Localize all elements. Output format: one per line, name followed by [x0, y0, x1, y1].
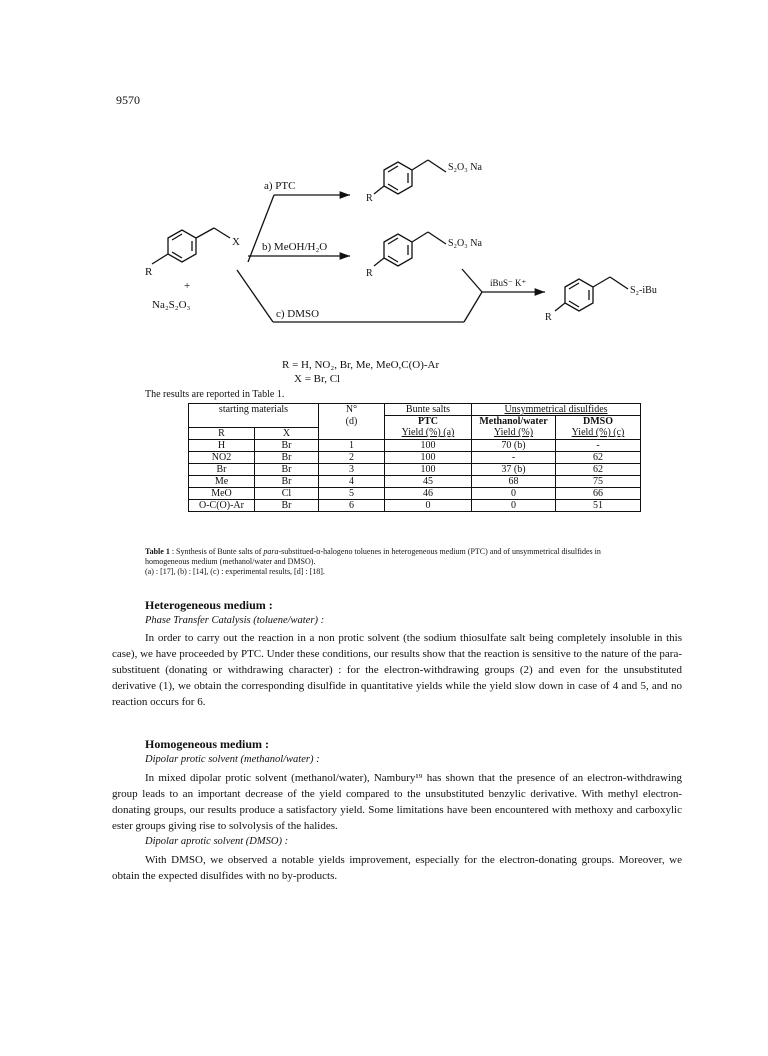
benzene-ring-product-c [555, 277, 628, 311]
sodium-thiosulfate: Na₂S₂O₃ [152, 299, 191, 311]
col-x: X [255, 427, 319, 439]
header-dmso-yield: Yield (%) (c) [556, 427, 641, 439]
header-methanol-water: Methanol/water [479, 416, 548, 427]
benzene-ring-start [152, 228, 230, 264]
benzene-ring-product-b [374, 232, 446, 266]
col-r: R [189, 427, 255, 439]
header-ptc: PTC [418, 416, 438, 427]
x-definition: X = Br, Cl [294, 373, 341, 385]
arrow-d [462, 269, 482, 292]
caption-label: Table 1 [145, 547, 170, 556]
reagent-d: iBuS⁻ K⁺ [490, 278, 527, 288]
table-row: O-C(O)-Ar Br 6 0 0 51 [189, 499, 641, 511]
leaving-group: X [232, 236, 240, 248]
reagent-a: a) PTC [264, 180, 296, 192]
r-label-b: R [366, 268, 373, 279]
benzene-ring-product-a [374, 160, 446, 194]
reagent-b: b) MeOH/H₂O [262, 241, 328, 253]
header-number-ref: (d) [319, 416, 385, 428]
product-a-group: S₂O₃ Na [448, 162, 482, 173]
r-label-c: R [545, 312, 552, 323]
r-label-a: R [366, 193, 373, 204]
plus-sign: + [184, 280, 191, 292]
subheading-aprotic: Dipolar aprotic solvent (DMSO) : [145, 836, 289, 847]
table-header-row-1 [189, 404, 641, 416]
header-starting-materials: starting materials [189, 404, 319, 416]
header-number: N° [319, 404, 385, 416]
product-c-group: S₂-iBu [630, 285, 657, 296]
header-dmso: DMSO [583, 416, 613, 427]
r-label-start: R [145, 266, 153, 278]
table-references: (a) : [17], (b) : [14], (c) : experimental results, [d] : [18]. [145, 567, 325, 576]
substituent-definitions [282, 358, 439, 386]
results-table [188, 403, 641, 512]
paragraph-heterogeneous: In order to carry out the reaction in a non protic solvent (the sodium thiosulfate salt being completely insoluble in this case), we have proceeded by PTC. Under these conditions, our results show that the reaction is sensitive to the nature of the para-substituent (donating or withdrawing character) : for the electron-withdrawing groups (2) and even for the unsubstituted derivative (1), we obtain the corresponding disulfide in quantitative yields while the yield slow down in case of 4 and 5, and no reaction occurs for 6. [112, 632, 682, 708]
heading-homogeneous: Homogeneous medium : [145, 737, 269, 751]
reaction-scheme [0, 0, 768, 360]
subheading-protic: Dipolar protic solvent (methanol/water) : [145, 754, 320, 765]
subheading-ptc: Phase Transfer Catalysis (toluene/water) : [145, 615, 325, 626]
header-ptc-yield: Yield (%) (a) [385, 427, 472, 439]
header-bunte: Bunte salts [385, 404, 472, 416]
page-number: 9570 [116, 93, 140, 107]
table-row: H Br 1 100 70 (b) - [189, 439, 641, 451]
table-row: MeO Cl 5 46 0 66 [189, 487, 641, 499]
r-definition: R = H, NO₂, Br, Me, MeO,C(O)-Ar [282, 359, 440, 371]
table-row: NO2 Br 2 100 - 62 [189, 451, 641, 463]
paragraph-aprotic: With DMSO, we observed a notable yields improvement, especially for the electron-donating groups. Moreover, we obtain the expected disulfides with no by-products. [112, 854, 682, 882]
arrow-c [237, 270, 273, 322]
table-header-row-3 [189, 427, 641, 439]
table-row: Br Br 3 100 37 (b) 62 [189, 463, 641, 475]
product-b-group: S₂O₃ Na [448, 238, 482, 249]
heading-heterogeneous: Heterogeneous medium : [145, 598, 273, 612]
header-unsymmetrical: Unsymmetrical disulfides [472, 404, 641, 416]
table-row: Me Br 4 45 68 75 [189, 475, 641, 487]
header-meoh-yield: Yield (%) [472, 427, 556, 439]
table-caption: Table 1 : Synthesis of Bunte salts of para-substitued-α-halogeno toluenes in heterogeneous medium (PTC) and of unsymmetrical disulfides in homogeneous medium (methanol/water and DMSO). [145, 547, 601, 566]
reagent-c: c) DMSO [276, 308, 320, 320]
results-note: The results are reported in Table 1. [145, 389, 285, 400]
table-header-row-2 [189, 416, 641, 428]
paragraph-protic: In mixed dipolar protic solvent (methanol/water), Nambury¹⁹ has shown that the presence of an electron-withdrawing group leads to an important decrease of the yield compared to the unsubstituted benzylic derivative. With methyl electron-donating groups, our results produce a satisfactory yield. Some limitations have been encountered with methoxy and carboxylic ester groups giving rise to solvolysis of the halides. [112, 772, 682, 832]
